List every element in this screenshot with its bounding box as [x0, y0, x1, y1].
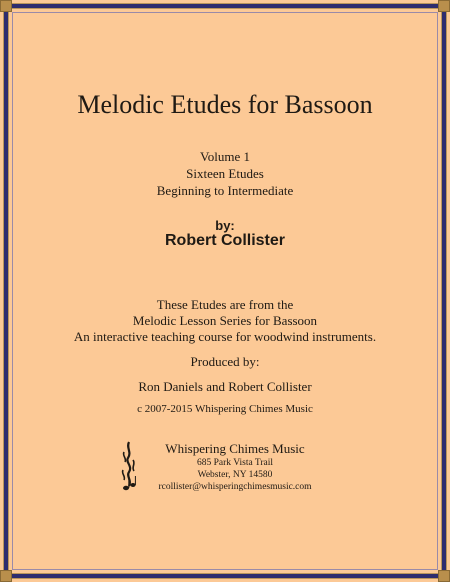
corner-ornament — [0, 0, 12, 12]
corner-ornament — [438, 0, 450, 12]
volume-label: Volume 1 — [200, 149, 250, 164]
book-title: Melodic Etudes for Bassoon — [77, 90, 373, 119]
inner-rule-top — [12, 12, 438, 13]
corner-ornament — [0, 570, 12, 582]
border-bottom — [6, 573, 444, 579]
inner-rule-bottom — [12, 569, 438, 570]
level-label: Beginning to Intermediate — [156, 183, 294, 198]
produced-by-label: Produced by: — [190, 354, 260, 369]
publisher-street: 685 Park Vista Trail — [196, 458, 274, 468]
copyright: c 2007-2015 Whispering Chimes Music — [137, 403, 313, 415]
border-top — [6, 3, 444, 9]
publisher-city: Webster, NY 14580 — [197, 470, 273, 480]
publisher-email: rcollister@whisperingchimesmusic.com — [158, 482, 312, 492]
publisher-name: Whispering Chimes Music — [165, 441, 305, 456]
description-line: An interactive teaching course for woodwind instruments. — [73, 329, 377, 344]
description-line: Melodic Lesson Series for Bassoon — [132, 313, 318, 328]
publisher-block — [150, 441, 320, 493]
corner-ornament — [438, 570, 450, 582]
chimes-logo-icon — [118, 440, 140, 494]
author-name: Robert Collister — [164, 232, 285, 249]
description-line: These Etudes are from the — [156, 297, 294, 312]
by-label: by: — [215, 218, 235, 233]
producers: Ron Daniels and Robert Collister — [138, 379, 312, 394]
etude-count: Sixteen Etudes — [186, 166, 264, 181]
